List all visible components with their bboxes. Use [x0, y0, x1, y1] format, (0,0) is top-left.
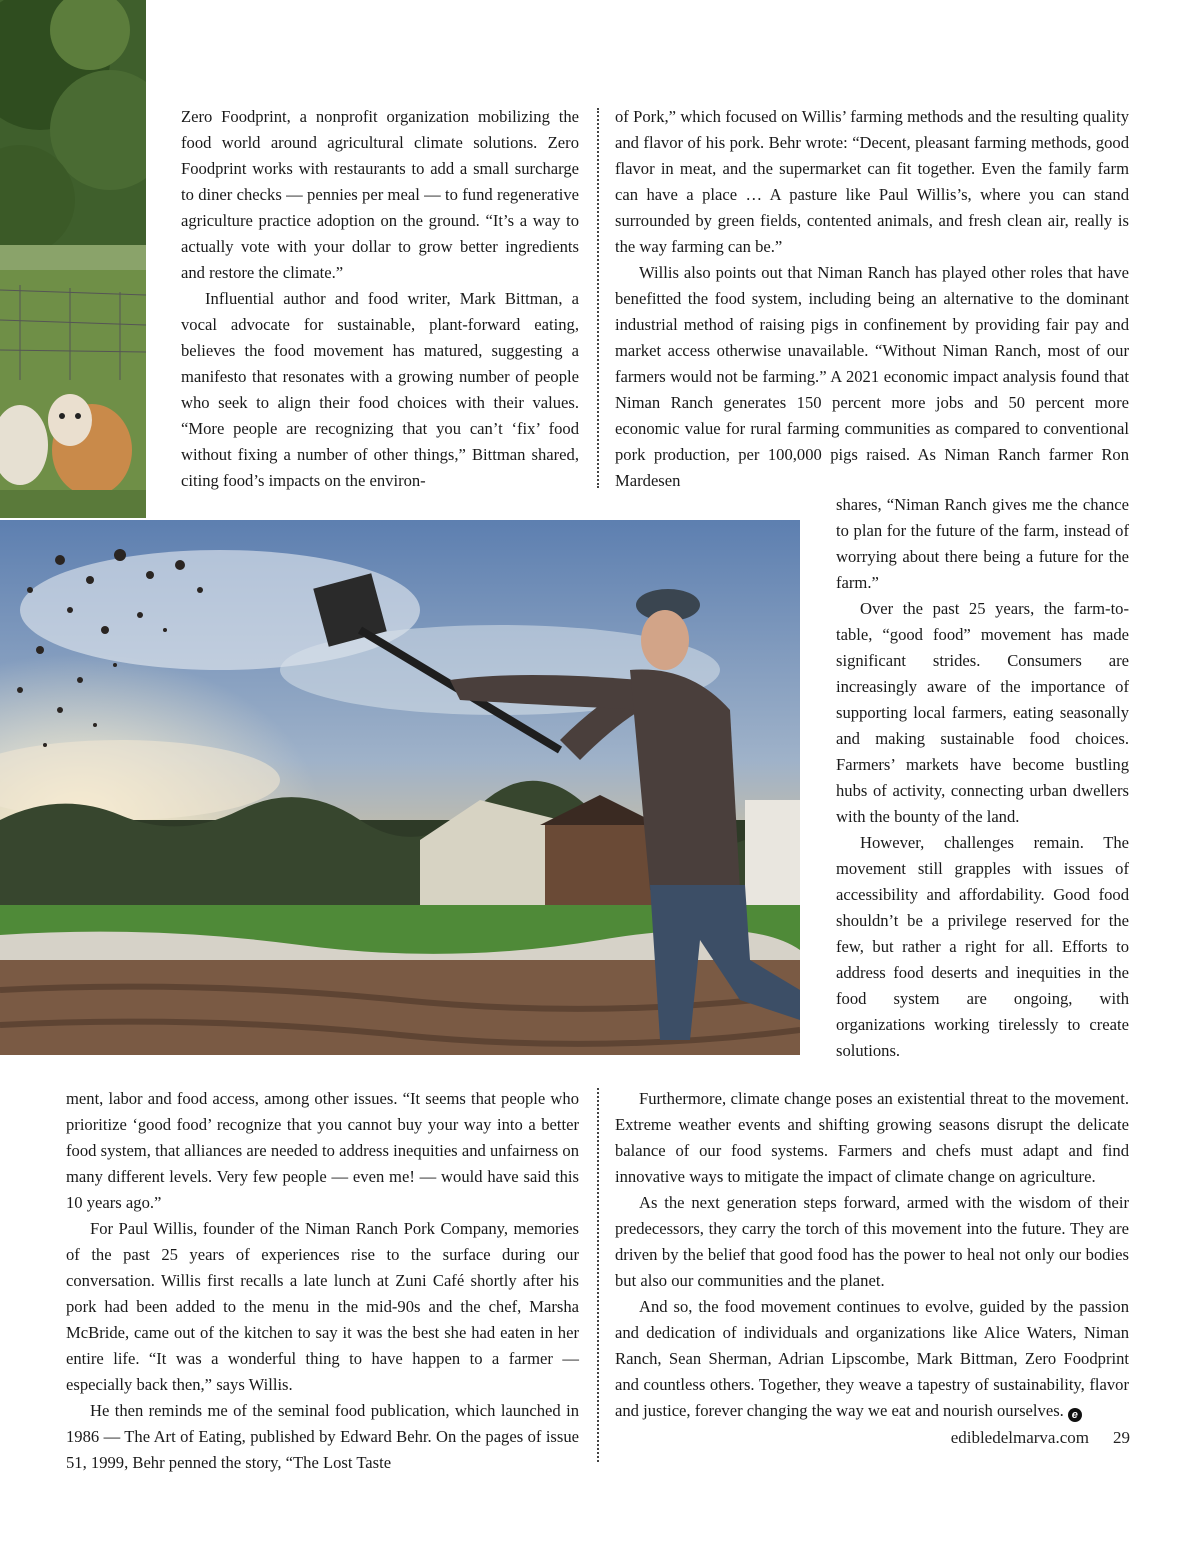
page-number: 29 [1113, 1428, 1130, 1447]
paragraph: Furthermore, climate change poses an existential threat to the movement. Extreme weather events and shifting growing seasons disrupt the delicate balance of our food systems. Farmers and chefs must adapt and find innovative ways to mitigate the impact of climate change on agriculture. [615, 1089, 1129, 1186]
bottom-right-column [615, 1086, 1129, 1424]
paragraph: of Pork,” which focused on Willis’ farming methods and the resulting quality and flavor of his pork. Behr wrote: “Decent, pleasant farming methods, good flavor in meat, and the supermarket can fit together. Even the family farm can have a place … A pasture like Paul Willis’s, where you can stand surrounded by green fields, contented animals, and fresh clean air, really is the way farming can be.” [615, 107, 1129, 256]
column-rule-top [597, 108, 599, 488]
end-mark-icon: e [1068, 1408, 1082, 1422]
paragraph: Willis also points out that Niman Ranch has played other roles that have benefitted the food system, including being an alternative to the dominant industrial method of raising pigs in confinement by providing fair pay and market access otherwise unavailable. “Without Niman Ranch, most of our farmers would not be farming.” A 2021 economic impact analysis found that Niman Ranch generates 150 percent more jobs and 50 percent more economic value for rural farming communities as compared to conventional pork production, per 100,000 pigs raised. As Niman Ranch farmer Ron Mardesen [615, 263, 1129, 490]
farmer-shoveling-photo [0, 520, 800, 1055]
paragraph: However, challenges remain. The movement still grapples with issues of accessibility and affordability. Good food shouldn’t be a privilege reserved for the few, but rather a right for all. Efforts to address food deserts and inequities in the food system are ongoing, with organizations working tirelessly to create solutions. [836, 833, 1129, 1060]
sheep-pasture-photo [0, 0, 146, 518]
page-footer [951, 1428, 1130, 1448]
top-right-column [615, 104, 1129, 494]
paragraph: shares, “Niman Ranch gives me the chance to plan for the future of the farm, instead of worrying about there being a future for the farm.” [836, 495, 1129, 592]
paragraph [615, 1294, 1129, 1424]
paragraph: Zero Foodprint, a nonprofit organization mobilizing the food world around agricultural climate solutions. Zero Foodprint works with restaurants to add a small surcharge to diner checks — pennies per meal — to fund regenerative agriculture practice adoption on the ground. “It’s a way to actually vote with your dollar to grow better ingredients and restore the climate.” [181, 107, 579, 282]
paragraph: Over the past 25 years, the farm-to-table, “good food” movement has made significant strides. Consumers are increasingly aware of the importance of supporting local farmers, eating seasonally and making sustainable food choices. Farmers’ markets have become bustling hubs of activity, connecting urban dwellers with the bounty of the land. [836, 599, 1129, 826]
paragraph: Influential author and food writer, Mark Bittman, a vocal advocate for sustainable, plant-forward eating, believes the food movement has matured, suggesting a manifesto that resonates with a growing number of people who seek to align their food choices with their values. “More people are recognizing that you can’t ‘fix’ food without fixing a number of other things,” Bittman shared, citing food’s impacts on the environ- [181, 289, 579, 490]
bottom-left-column [66, 1086, 579, 1476]
paragraph: ment, labor and food access, among other issues. “It seems that people who prioritize ‘good food’ recognize that you cannot buy your way into a better food system, that alliances are needed to address inequities and unfairness on many different levels. Very few people — even me! — would have said this 10 years ago.” [66, 1089, 579, 1212]
paragraph: He then reminds me of the seminal food publication, which launched in 1986 — The Art of Eating, published by Edward Behr. On the pages of issue 51, 1999, Behr penned the story, “The Lost Taste [66, 1401, 579, 1472]
footer-site-url: edibledelmarva.com [950, 1428, 1089, 1447]
column-rule-bottom [597, 1088, 599, 1462]
closing-paragraph-text: And so, the food movement continues to evolve, guided by the passion and dedication of individuals and organizations like Alice Waters, Niman Ranch, Sean Sherman, Adrian Lipscombe, Mark Bittman, Zero Foodprint and countless others. Together, they weave a tapestry of sustainability, flavor and justice, forever changing the way we eat and nourish ourselves. [615, 1297, 1129, 1420]
side-column [836, 492, 1129, 1064]
top-left-column [181, 104, 579, 494]
paragraph: For Paul Willis, founder of the Niman Ranch Pork Company, memories of the past 25 years of experiences rise to the surface during our conversation. Willis first recalls a late lunch at Zuni Café shortly after his pork had been added to the menu in the mid-90s and the chef, Marsha McBride, came out of the kitchen to say it was the best she had eaten in her entire life. “It was a wonderful thing to have happen to a farmer — especially back then,” says Willis. [66, 1219, 579, 1394]
paragraph: As the next generation steps forward, armed with the wisdom of their predecessors, they carry the torch of this movement into the future. They are driven by the belief that good food has the power to heal not only our bodies but also our communities and the planet. [615, 1193, 1129, 1290]
